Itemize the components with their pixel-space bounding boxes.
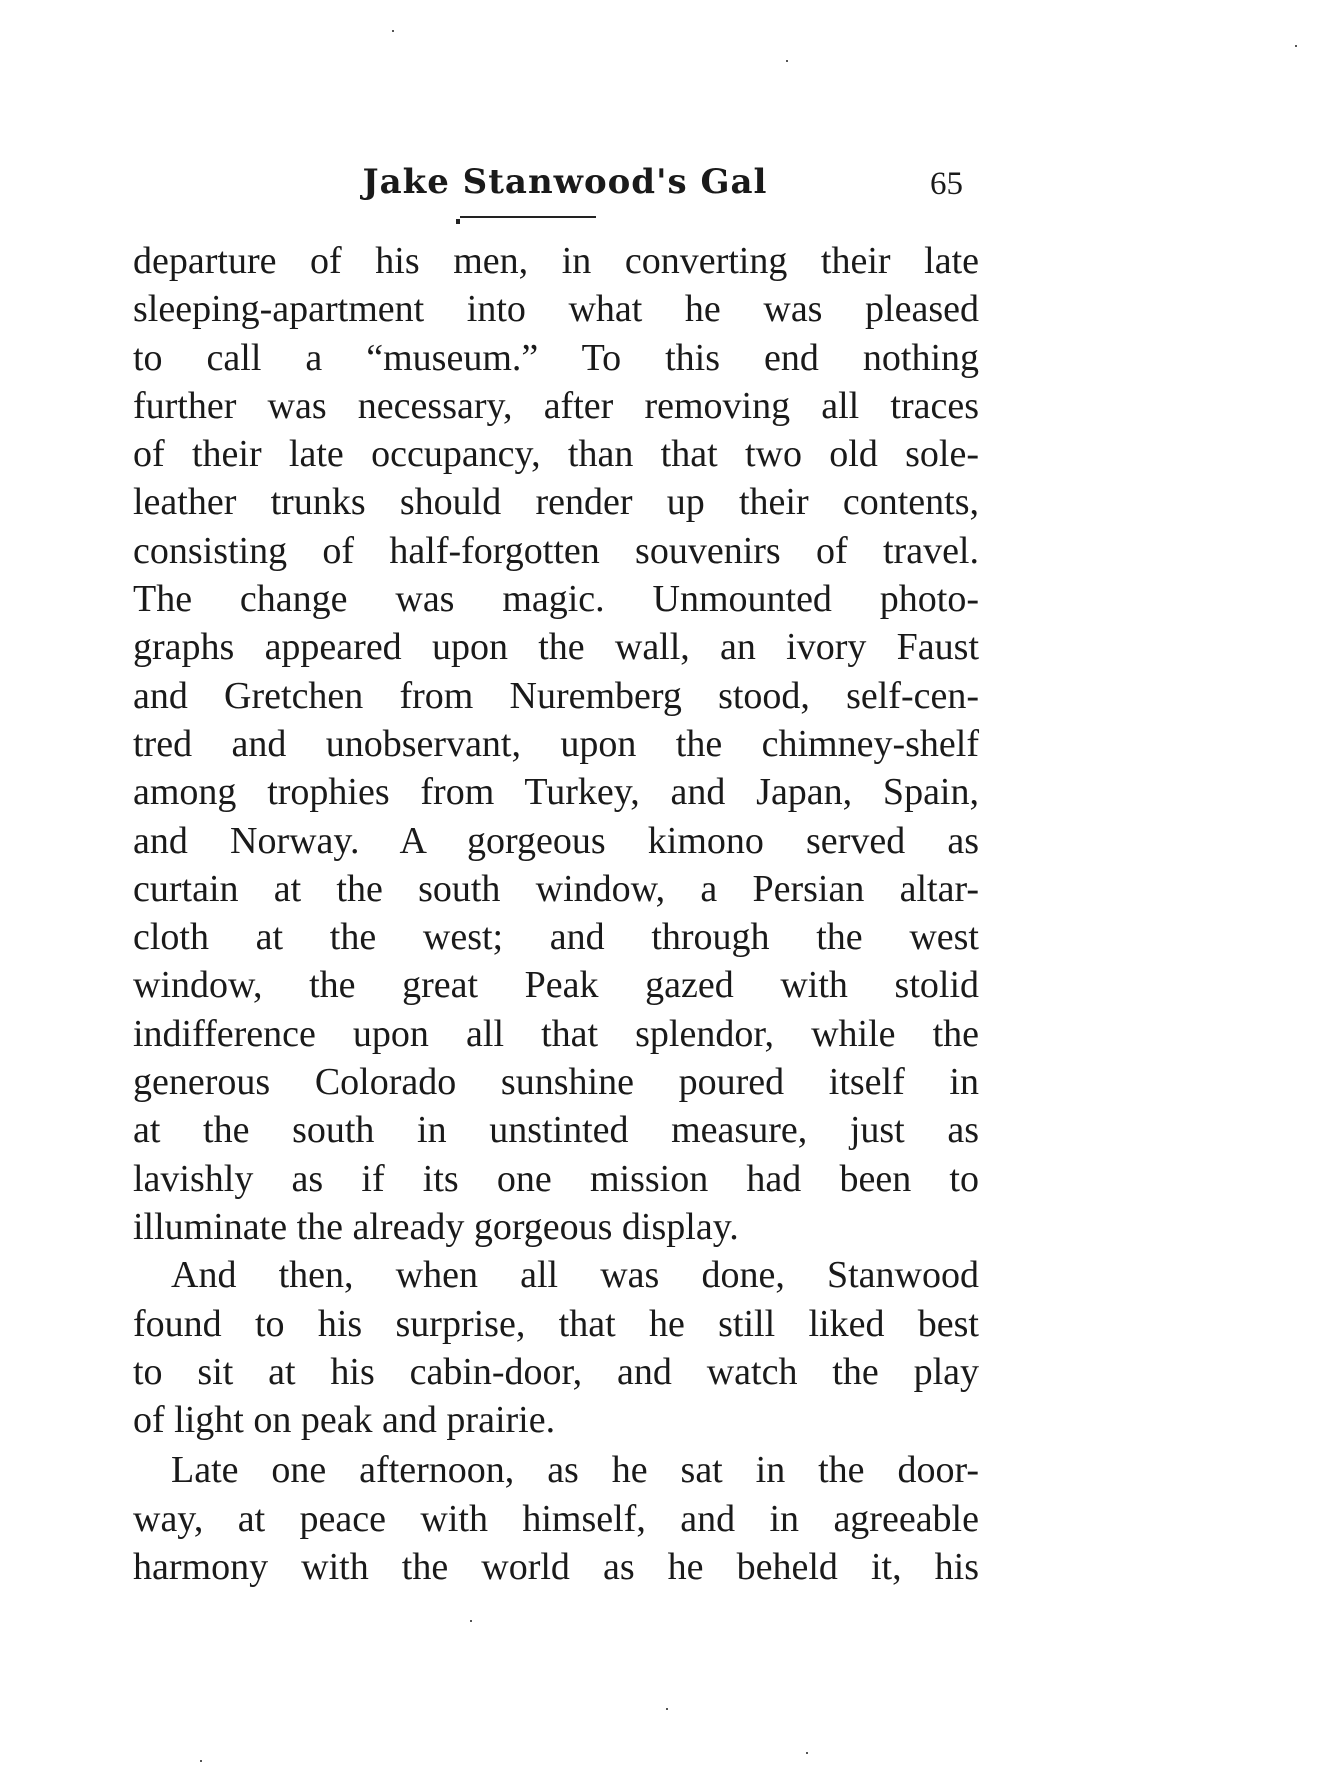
- head-ornament-dot: [456, 219, 460, 224]
- scan-speck: [392, 30, 394, 32]
- scan-speck: [806, 1752, 808, 1754]
- head-rule: [460, 216, 596, 218]
- scan-speck: [666, 1708, 668, 1710]
- text-line: curtain at the south window, a Persian altar-: [133, 867, 979, 910]
- text-line: way, at peace with himself, and in agreeable: [133, 1497, 979, 1540]
- text-line: window, the great Peak gazed with stolid: [133, 964, 979, 1007]
- text-line: sleeping-apartment into what he was pleased: [133, 288, 979, 331]
- text-line: departure of his men, in converting their late: [133, 240, 979, 282]
- text-line: consisting of half-forgotten souvenirs of travel.: [133, 529, 979, 572]
- text-line: at the south in unstinted measure, just as: [133, 1109, 979, 1152]
- running-head: [0, 160, 1321, 210]
- text-line: of light on peak and prairie.: [133, 1399, 556, 1442]
- text-line: indifference upon all that splendor, while the: [133, 1012, 979, 1055]
- running-title: Jake Stanwood's Gal: [362, 162, 768, 202]
- text-line: and Gretchen from Nuremberg stood, self-cen-: [133, 674, 979, 717]
- text-line: tred and unobservant, upon the chimney-shelf: [133, 722, 979, 765]
- scan-speck: [786, 60, 788, 62]
- text-line: Late one afternoon, as he sat in the door-: [171, 1449, 979, 1492]
- text-line: leather trunks should render up their contents,: [133, 481, 979, 524]
- scan-speck: [200, 1760, 202, 1762]
- text-line: further was necessary, after removing all traces: [133, 384, 979, 427]
- text-line: And then, when all was done, Stanwood: [171, 1254, 979, 1297]
- text-line: illuminate the already gorgeous display.: [133, 1205, 739, 1248]
- text-line: found to his surprise, that he still liked best: [133, 1302, 979, 1345]
- text-line: of their late occupancy, than that two old sole-: [133, 433, 979, 476]
- text-line: and Norway. A gorgeous kimono served as: [133, 819, 979, 862]
- text-line: to call a “museum.” To this end nothing: [133, 336, 979, 379]
- scan-speck: [1295, 45, 1297, 47]
- scan-speck: [470, 1620, 472, 1622]
- text-line: harmony with the world as he beheld it, his: [133, 1546, 979, 1589]
- page-number: 65: [930, 166, 963, 202]
- text-line: to sit at his cabin-door, and watch the play: [133, 1350, 979, 1393]
- text-line: The change was magic. Unmounted photo-: [133, 578, 979, 621]
- text-line: cloth at the west; and through the west: [133, 916, 979, 959]
- text-line: graphs appeared upon the wall, an ivory Faust: [133, 626, 979, 669]
- text-line: lavishly as if its one mission had been to: [133, 1157, 979, 1200]
- body-text: [133, 237, 979, 1591]
- text-line: generous Colorado sunshine poured itself in: [133, 1061, 979, 1104]
- text-line: among trophies from Turkey, and Japan, Spain,: [133, 771, 979, 814]
